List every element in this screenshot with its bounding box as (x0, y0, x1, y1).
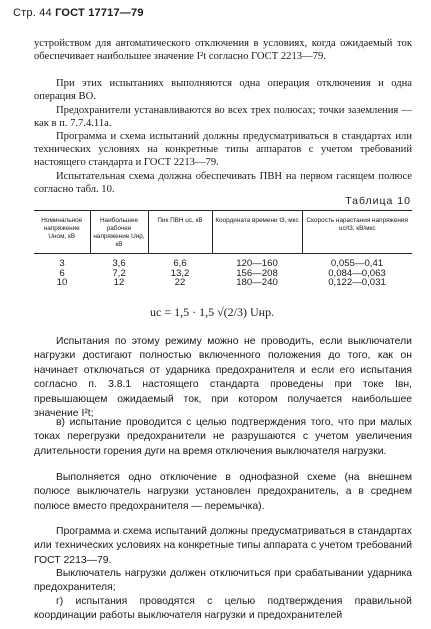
table-caption: Таблица 10 (345, 195, 411, 207)
page-header (13, 7, 144, 19)
table-row (34, 254, 412, 269)
table-cell: 10 (56, 277, 68, 289)
column-header: Наибольшее рабочее напряжение Uнр, кВ (90, 211, 148, 254)
paragraph-exemption: Испытания по этому режиму можно не проводить, если выключатели нагрузки достигают полностью включенного положения до того, как он начинает отключаться от ударника предохранителя и если его испытания согласно п. 3.8.1 настоящего стандарта проведены при токе Iвн, превышающем ожидаемый ток, при котором получается наибольшее значение I²t; (34, 336, 412, 420)
paragraph-striker: Выключатель нагрузки должен отключиться при срабатывании ударника предохранителя; (34, 568, 412, 594)
paragraph-item-v: в) испытание проводится с целью подтверждения того, что при малых токах перегрузки предохранители не разрушаются с учетом увеличения длительности горения дуги на время отключения выключателя нагрузки. (34, 417, 412, 457)
paragraph-item-g: г) испытания проводятся с целью подтверждения правильной координации работы выключателя нагрузки и предохранителей (34, 596, 412, 622)
table-header-row (34, 211, 412, 254)
table-cell: 12 (113, 277, 125, 289)
table-cell: 0,084—0,063 (328, 267, 386, 279)
data-table (34, 210, 412, 288)
paragraph-program-2: Программа и схема испытаний должны предусматриваться в стандартах или технических условиях на конкретные типы аппарата с учетом требований ГОСТ 2213—79. (34, 526, 412, 566)
table-cell: 13,2 (170, 267, 190, 279)
table-cell: 0,055—0,41 (330, 258, 384, 269)
table-cell: 120—160 (236, 258, 278, 269)
table-row (34, 278, 412, 288)
table-cell: 22 (174, 277, 186, 289)
table-cell: 156—208 (236, 267, 278, 279)
column-header: Координата времени t3, мкс (212, 211, 302, 254)
table-cell: 3 (59, 258, 65, 269)
page-number: Стр. 44 (13, 7, 52, 19)
paragraph-fuses: Предохранители устанавливаются во всех трех полюсах; точки заземления — как в п. 7.7.4.11а. (34, 105, 412, 130)
table-cell: 3,6 (112, 258, 126, 269)
formula: uc = 1,5 · 1,5 √(2/3) Uнр. (150, 305, 275, 319)
table-cell: 0,122—0,031 (328, 277, 386, 289)
column-header: Пик ПВН uc, кВ (148, 211, 212, 254)
table-cell: 7,2 (112, 267, 126, 279)
column-header: Номинальное напряжение Uном, кВ (34, 211, 90, 254)
column-header: Скорость нарастания напряжения uc/t3, кВ/мкс (302, 211, 412, 254)
paragraph-test-circuit: Испытательная схема должна обеспечивать ПВН на первом гасящем полюсе согласно табл. 10. (34, 171, 412, 196)
table-cell: 180—240 (236, 277, 278, 289)
paragraph-operations: При этих испытаниях выполняются одна операция отключения и одна операция ВО. (34, 78, 412, 103)
paragraph-single-break: Выполняется одно отключение в однофазной схеме (на внешнем полюсе выключатель нагрузки установлен предохранитель, а в среднем полюсе вместо предохранителя — перемычка). (34, 472, 412, 512)
paragraph-program: Программа и схема испытаний должны предусматриваться в стандартах или технических условиях на конкретные типы аппаратов с учетом требований настоящего стандарта и ГОСТ 2213—79. (34, 131, 412, 169)
standard-code: ГОСТ 17717—79 (55, 7, 144, 19)
table-cell: 6,6 (173, 258, 187, 269)
paragraph-continuation: устройством для автоматического отключения в условиях, когда ожидаемый ток обеспечивает наибольшее значение I²t согласно ГОСТ 2213—79. (34, 38, 412, 63)
table-cell: 6 (59, 267, 65, 279)
